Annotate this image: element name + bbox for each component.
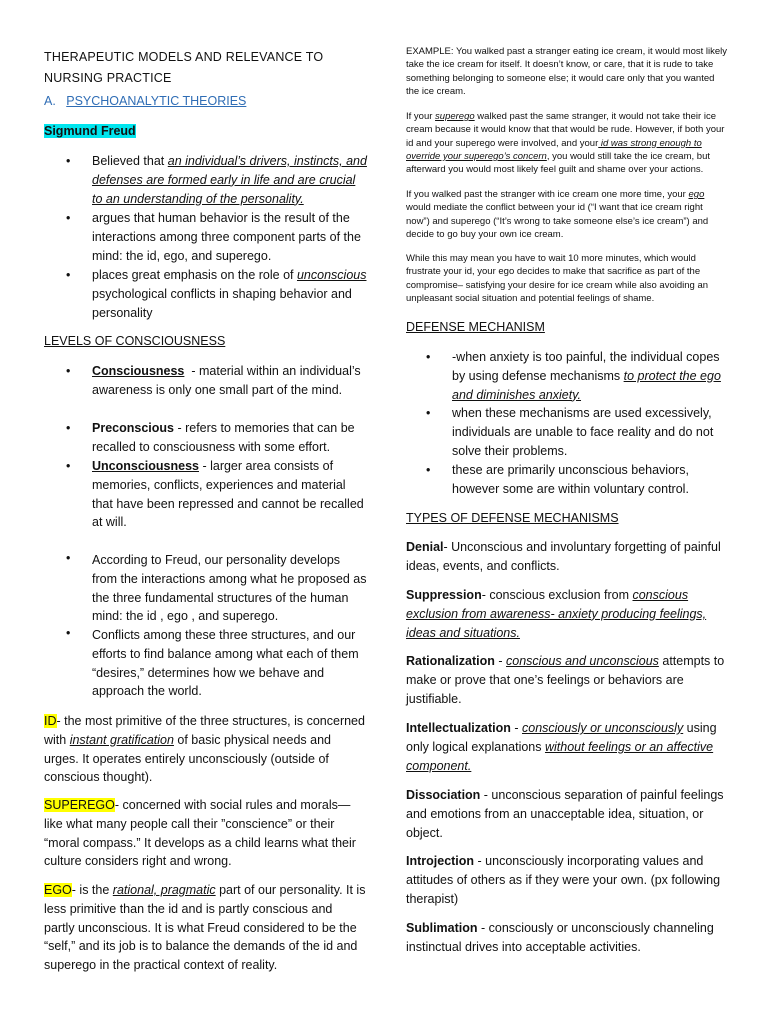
bullet-dot: • [66,364,71,378]
id-term: ID [44,714,57,728]
bullet-dot: • [426,463,431,477]
section-letter: A. [44,94,56,108]
ego-example-paragraph: If you walked past the stranger with ice cream one more time, your ego would mediate the conflict between your id (“I want that ice cream right now”) and superego (“It’s wrong to take someone else’s ice cream”) and decide to go buy your own ice cream. [406,189,709,240]
type-denial: Denial- Unconscious and involuntary forgetting of painful ideas, events, and conflicts. [406,540,721,573]
defense-bullet-2: • when these mechanisms are used excessively, individuals are unable to face reality and do not solve their problems. [426,406,714,458]
id-paragraph: ID- the most primitive of the three structures, is concerned with instant gratification of basic physical needs and urges. It operates entirely unconsciously (outside of conscious thought). [44,714,365,785]
superego-paragraph: SUPEREGO- concerned with social rules and morals—like what many people call their ”conscience” or their “moral compass.” It develops as a child learns what their culture considers right and wrong. [44,798,356,869]
freud-bullet-1: • Believed that an individual’s drivers, instincts, and defenses are formed early in life and are crucial to an understanding of the personality. [66,154,367,206]
document-title: THERAPEUTIC MODELS AND RELEVANCE TO NURSING PRACTICE [44,50,324,85]
bullet-dot: • [66,551,71,565]
type-rationalization: Rationalization - conscious and unconscious attempts to make or prove that one’s feelings or behaviors are justifiable. [406,654,725,706]
type-suppression: Suppression- conscious exclusion from conscious exclusion from awareness- anxiety producing feelings, ideas and situations. [406,588,707,640]
bullet-dot: • [426,406,431,420]
bullet-dot: • [66,154,71,168]
freud-bullet-3: • places great emphasis on the role of unconscious psychological conflicts in shaping behavior and personality [66,268,367,320]
level-item-preconscious: • Preconscious - refers to memories that can be recalled to consciousness with some effort. [66,421,355,454]
bullet-dot: • [66,268,71,282]
bullet-dot: • [66,421,71,435]
freud-heading [44,124,136,138]
bullet-dot: • [66,211,71,225]
ego-paragraph: EGO- is the rational, pragmatic part of our personality. It is less primitive than the id and is partly conscious and partly unconscious. It is what Freud considered to be the “self,” and its job is to balance the demands of the id and superego in the practical context of reality. [44,883,366,973]
bullet-dot: • [426,350,431,364]
type-sublimation: Sublimation - consciously or unconsciously channeling instinctual drives into acceptable activities. [406,921,714,954]
defense-bullet-1: • -when anxiety is too painful, the individual copes by using defense mechanisms to protect the ego and diminishes anxiety. [426,350,721,402]
level-item-unconsciousness: • Unconsciousness - larger area consists of memories, conflicts, experiences and material that have been repressed and cannot be recalled at will. [66,459,364,530]
section-heading [44,94,246,108]
personality-bullet-1: According to Freud, our personality develops from the interactions among what he proposed as the three fundamental structures of the human mind: the id , ego , and superego. [92,553,367,624]
type-dissociation: Dissociation - unconscious separation of painful feelings and emotions from an unacceptable idea, situation, or object. [406,788,724,840]
type-introjection: Introjection - unconsciously incorporating values and attitudes of others as if they were your own. (px following therapist) [406,854,721,906]
section-title: PSYCHOANALYTIC THEORIES [66,94,247,108]
type-intellectualization: Intellectualization - consciously or unconsciously using only logical explanations without feelings or an affective component. [406,721,717,773]
bullet-dot: • [66,459,71,473]
levels-heading: LEVELS OF CONSCIOUSNESS [44,334,226,348]
superego-example-paragraph: If your superego walked past the same stranger, it would not take their ice cream because it would know that that would be rude. However, if both your id and your superego were involved, and your id was strong enough to override your superego’s concern, you would still take the ice cream, but afterward you would most likely feel guilt and shame over your actions. [406,111,725,176]
defense-heading: DEFENSE MECHANISM [406,320,545,334]
example-paragraph: EXAMPLE: You walked past a stranger eating ice cream, it would most likely take the ice cream for itself. It doesn’t know, or care, that it is rude to take something belonging to someone else; it would care only that you wanted the ice cream. [406,46,728,97]
freud-heading-text: Sigmund Freud [44,124,136,138]
level-item-consciousness: • Consciousness - material within an individual’s awareness is only one small part of the mind. [66,364,361,397]
defense-bullet-3: • these are primarily unconscious behaviors, however some are within voluntary control. [426,463,689,496]
types-heading: TYPES OF DEFENSE MECHANISMS [406,511,619,525]
wait-paragraph: While this may mean you have to wait 10 more minutes, which would frustrate your id, your ego decides to make that sacrifice as part of the compromise– satisfying your desire for ice cream while also avoiding an unpleasant social situation and potential feelings of shame. [406,253,709,304]
personality-bullet-2: Conflicts among these three structures, and our efforts to find balance among what each of them “desires,” determines how we behave and approach the world. [92,628,359,699]
ego-term: EGO [44,883,72,897]
freud-bullet-2: • argues that human behavior is the result of the interactions among three component parts of the mind: the id, ego, and superego. [66,211,361,263]
bullet-dot: • [66,626,71,640]
superego-term: SUPEREGO [44,798,115,812]
